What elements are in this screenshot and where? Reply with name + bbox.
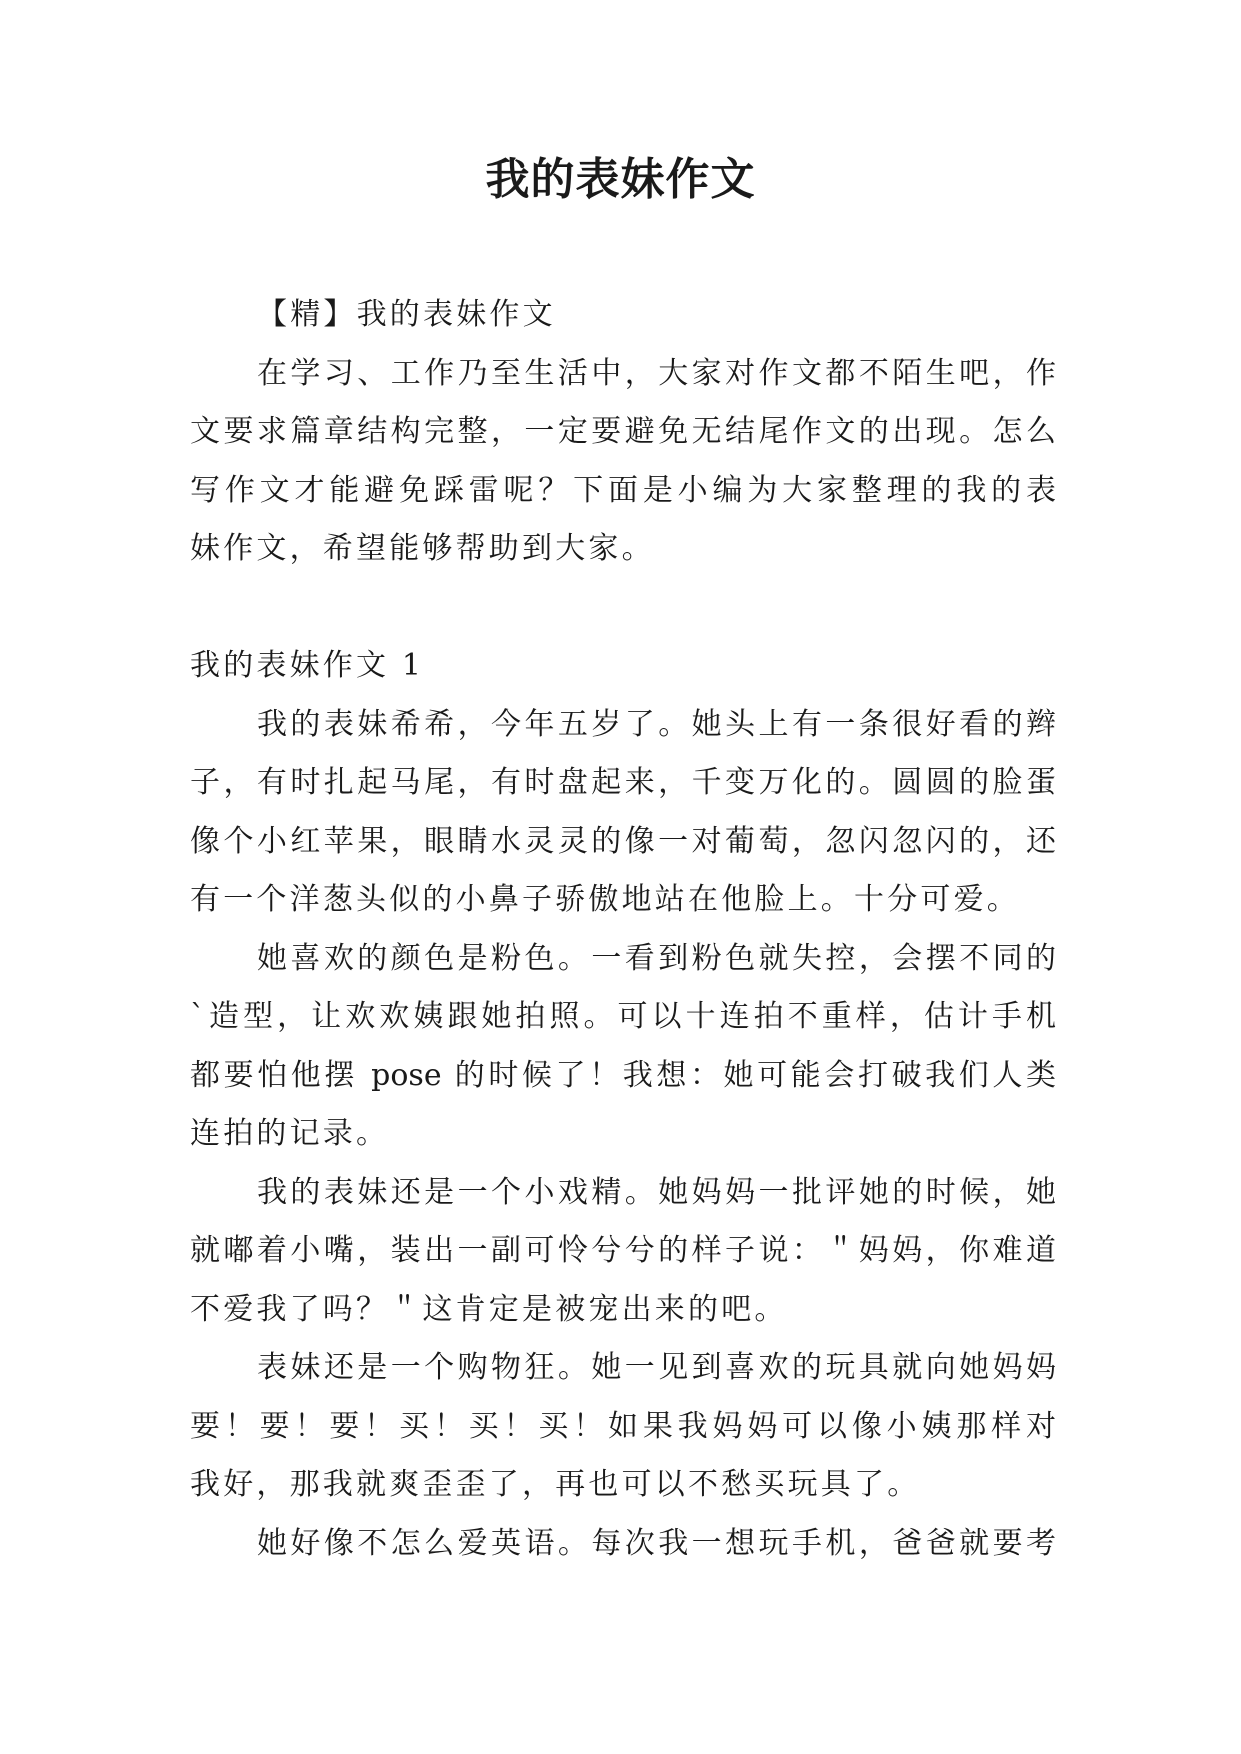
- paragraph-gap: [190, 579, 1056, 638]
- text-line: 都要怕他摆 pose 的时候了！我想：她可能会打破我们人类: [190, 1057, 1056, 1093]
- text-line: 文要求篇章结构完整，一定要避免无结尾作文的出现。怎么: [190, 414, 1056, 449]
- text-line: 我的表妹还是一个小戏精。她妈妈一批评她的时候，她: [257, 1174, 1056, 1210]
- text-line: 写作文才能避免踩雷呢？下面是小编为大家整理的我的表: [190, 472, 1056, 508]
- text-line: 不爱我了吗？＂这肯定是被宠出来的吧。: [190, 1291, 788, 1327]
- text-line: 表妹还是一个购物狂。她一见到喜欢的玩具就向她妈妈: [257, 1350, 1056, 1385]
- text-line: 就嘟着小嘴，装出一副可怜兮兮的样子说：＂妈妈，你难道: [190, 1233, 1056, 1268]
- text-line: 要！要！要！买！买！买！如果我妈妈可以像小姨那样对: [190, 1408, 1056, 1444]
- text-line: 妹作文，希望能够帮助到大家。: [190, 531, 655, 566]
- document-body: [190, 286, 1056, 1573]
- text-line: 【精】我的表妹作文: [257, 297, 556, 332]
- text-line: `造型，让欢欢姨跟她拍照。可以十连拍不重样，估计手机: [190, 999, 1056, 1034]
- document-title: 我的表妹作文: [485, 154, 756, 205]
- text-line: 她好像不怎么爱英语。每次我一想玩手机，爸爸就要考: [257, 1525, 1056, 1561]
- text-line: 我的表妹作文 1: [190, 648, 425, 683]
- text-line: 子，有时扎起马尾，有时盘起来，千变万化的。圆圆的脸蛋: [190, 765, 1056, 800]
- text-line: 她喜欢的颜色是粉色。一看到粉色就失控，会摆不同的: [257, 940, 1056, 976]
- text-line: 像个小红苹果，眼睛水灵灵的像一对葡萄，忽闪忽闪的，还: [190, 823, 1056, 859]
- text-line: 连拍的记录。: [190, 1116, 390, 1151]
- text-line: 我好，那我就爽歪歪了，再也可以不愁买玩具了。: [190, 1467, 921, 1502]
- text-line: 在学习、工作乃至生活中，大家对作文都不陌生吧，作: [257, 355, 1056, 391]
- text-line: 我的表妹希希，今年五岁了。她头上有一条很好看的辫: [257, 706, 1056, 742]
- text-line: 有一个洋葱头似的小鼻子骄傲地站在他脸上。十分可爱。: [190, 882, 1020, 917]
